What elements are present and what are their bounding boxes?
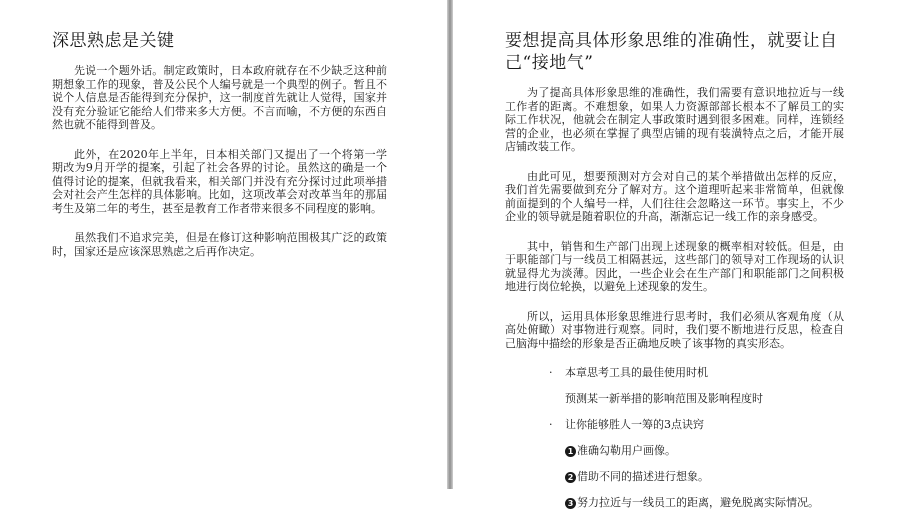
right-paragraph: 为了提高具体形象思维的准确性，我们需要有意识地拉近与一线工作者的距离。不难想象，如果人力资源部部长根本不了解员工的实际工作状况，他就会在制定人事政策时遇到很多困难。同样，连锁经营的企业，也必须在掌握了典型店铺的现有装潢特点之后，才能开展店铺改装工作。: [505, 86, 844, 153]
numbered-item: [565, 444, 844, 458]
right-paragraph: 其中，销售和生产部门出现上述现象的概率相对较低。但是，由于职能部门与一线员工相隔甚远，这些部门的领导对工作现场的认识就显得尤为淡薄。因此，一些企业会在生产部门和职能部门之间积极地进行岗位轮换，以避免上述现象的发生。: [505, 239, 844, 293]
bullet-text: 让你能够胜人一筹的3点诀窍: [565, 418, 704, 431]
left-paragraph: 先说一个题外话。制定政策时，日本政府就存在不少缺乏这种前期想象工作的现象，普及公民个人编号就是一个典型的例子。暂且不说个人信息是否能得到充分保护，这一制度首先就让人觉得，国家并没有充分验证它能给人们带来多大方便。不言而喻，不方便的东西自然也就不能得到普及。: [52, 64, 387, 131]
bullet-dot-icon: ·: [549, 366, 553, 379]
circled-number-icon: 1: [565, 446, 576, 457]
right-paragraph: 由此可见，想要预测对方会对自己的某个举措做出怎样的反应，我们首先需要做到充分了解对方。这个道理听起来非常简单，但就像前面提到的个人编号一样，人们往往会忽略这一环节。事实上，不少企业的领导就是随着职位的升高，渐渐忘记一线工作的亲身感受。: [505, 169, 844, 223]
bullet-dot-icon: ·: [549, 418, 553, 431]
numbered-item-text: 借助不同的描述进行想象。: [577, 470, 709, 483]
right-paragraph: 所以，运用具体形象思维进行思考时，我们必须从客观角度（从高处俯瞰）对事物进行观察。同时，我们要不断地进行反思，检查自己脑海中描绘的形象是否正确地反映了该事物的真实形态。: [505, 309, 844, 350]
numbered-item: [565, 470, 844, 484]
right-page-title: 要想提高具体形象思维的准确性，就要让自己“接地气”: [505, 31, 838, 73]
circled-number-icon: 3: [565, 498, 576, 509]
left-paragraph: 此外，在2020年上半年，日本相关部门又提出了一个将第一学期改为9月开学的提案，引起了社会各界的讨论。虽然这的确是一个值得讨论的提案，但就我看来，相关部门并没有充分探讨过此项举措会对社会产生怎样的具体影响。比如，这项改革会对改革当年的那届考生及第二年的考生，甚至是教育工作者带来很多不同程度的影响。: [52, 147, 387, 215]
bullet-subtext: 预测某一新举措的影响范围及影响程度时: [565, 392, 763, 405]
bullet-item: [549, 366, 844, 380]
left-page-title: 深思熟虑是关键: [52, 31, 175, 51]
bullet-item: [549, 418, 844, 432]
numbered-item-text: 准确勾勒用户画像。: [577, 444, 676, 457]
numbered-item: [565, 496, 844, 510]
left-paragraph: 虽然我们不追求完美，但是在修订这种影响范围极其广泛的政策时，国家还是应该深思熟虑之后再作决定。: [52, 231, 387, 258]
left-page: [0, 0, 447, 489]
circled-number-icon: 2: [565, 472, 576, 483]
right-page: [453, 0, 900, 509]
numbered-item-text: 努力拉近与一线员工的距离，避免脱离实际情况。: [577, 496, 819, 509]
bullet-text: 本章思考工具的最佳使用时机: [565, 366, 708, 379]
